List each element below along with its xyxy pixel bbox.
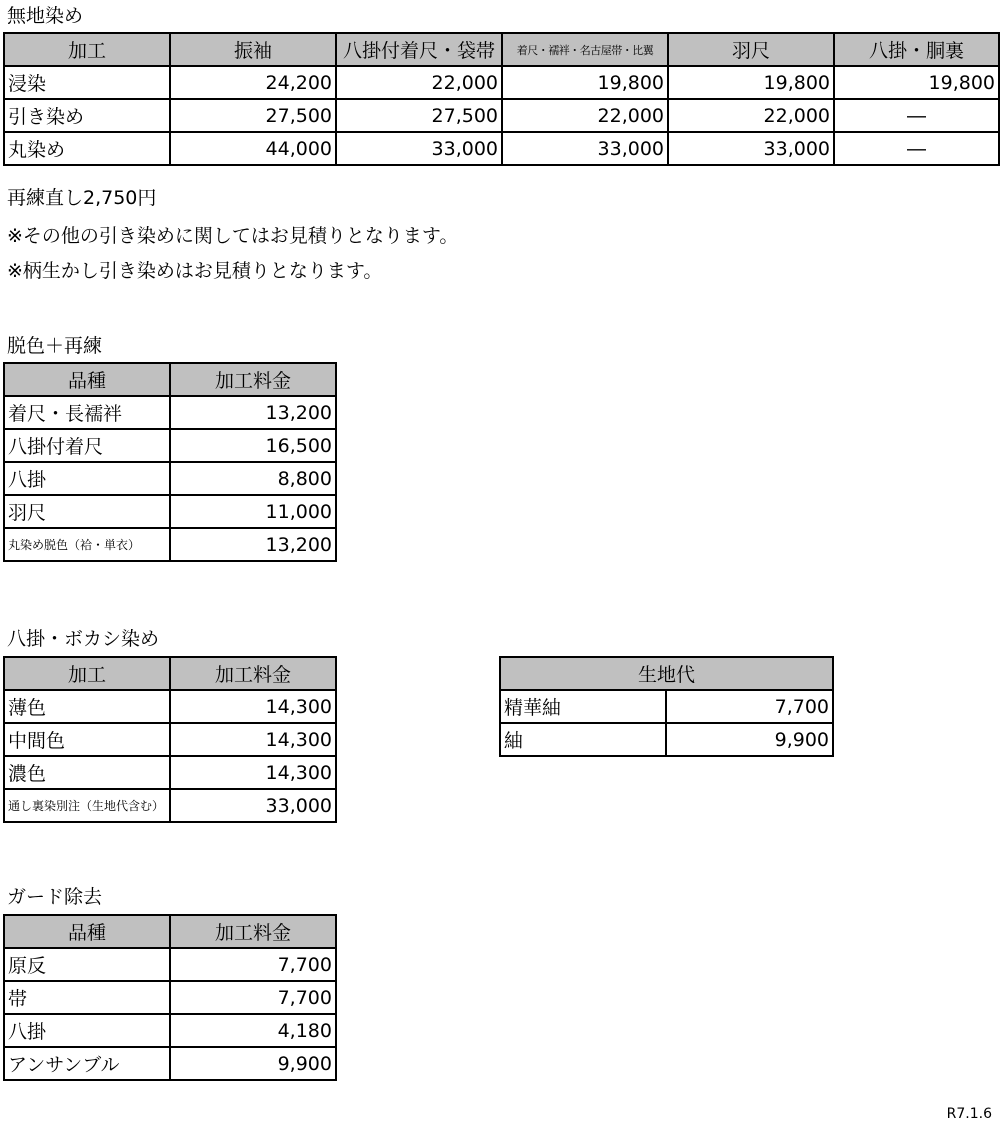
row-label: 丸染め (4, 132, 170, 165)
row-label: 精華紬 (500, 690, 666, 723)
decolor-table (3, 362, 337, 562)
price-cell: 7,700 (170, 948, 336, 981)
row-label: 紬 (500, 723, 666, 756)
row-label: 羽尺 (4, 495, 170, 528)
table-header-row (4, 33, 999, 66)
revision-date: R7.1.6 (946, 1106, 992, 1122)
price-cell: 22,000 (502, 99, 668, 132)
column-header: 生地代 (500, 657, 833, 690)
table-row (4, 723, 336, 756)
table-row (4, 1047, 336, 1080)
price-cell: 9,900 (170, 1047, 336, 1080)
table-row (500, 723, 833, 756)
table-row (4, 396, 336, 429)
note-rescouring: 再練直し2,750円 (7, 187, 157, 209)
table-row (4, 528, 336, 561)
table-row (4, 132, 999, 165)
row-label: 引き染め (4, 99, 170, 132)
price-cell: 16,500 (170, 429, 336, 462)
column-header: 品種 (4, 363, 170, 396)
price-cell: 33,000 (336, 132, 502, 165)
table-header-row (500, 657, 833, 690)
row-label: 浸染 (4, 66, 170, 99)
price-cell: 27,500 (170, 99, 336, 132)
row-label: 丸染め脱色（袷・単衣） (4, 528, 170, 561)
table-row (4, 1014, 336, 1047)
column-header: 羽尺 (668, 33, 834, 66)
plain-dye-table (3, 32, 1000, 166)
price-cell: 33,000 (668, 132, 834, 165)
price-cell: 7,700 (170, 981, 336, 1014)
column-header: 品種 (4, 915, 170, 948)
row-label: 八掛 (4, 1014, 170, 1047)
row-label: 八掛 (4, 462, 170, 495)
table-row (4, 495, 336, 528)
not-applicable-cell: ― (834, 99, 999, 132)
table-row (4, 66, 999, 99)
price-cell: 7,700 (666, 690, 833, 723)
not-applicable-cell: ― (834, 132, 999, 165)
price-cell: 11,000 (170, 495, 336, 528)
row-label: 着尺・長襦袢 (4, 396, 170, 429)
column-header: 八掛・胴裏 (834, 33, 999, 66)
table-header-row (4, 363, 336, 396)
price-cell: 14,300 (170, 690, 336, 723)
price-cell: 33,000 (502, 132, 668, 165)
price-cell: 9,900 (666, 723, 833, 756)
row-label: 帯 (4, 981, 170, 1014)
price-cell: 27,500 (336, 99, 502, 132)
row-label: 原反 (4, 948, 170, 981)
price-cell: 13,200 (170, 396, 336, 429)
price-cell: 8,800 (170, 462, 336, 495)
row-label: 通し裏染別注（生地代含む） (4, 789, 170, 822)
table-header-row (4, 915, 336, 948)
price-cell: 22,000 (336, 66, 502, 99)
table-row (4, 462, 336, 495)
price-cell: 22,000 (668, 99, 834, 132)
table-row (4, 99, 999, 132)
price-cell: 14,300 (170, 723, 336, 756)
price-cell: 33,000 (170, 789, 336, 822)
column-header: 加工料金 (170, 363, 336, 396)
section-title-bokashi: 八掛・ボカシ染め (7, 628, 160, 650)
table-row (4, 948, 336, 981)
section-title-decolor: 脱色＋再練 (7, 335, 103, 357)
column-header: 八掛付着尺・袋帯 (336, 33, 502, 66)
section-title-guard-removal: ガード除去 (7, 886, 103, 908)
section-title-plain-dye: 無地染め (7, 5, 84, 27)
note-pattern-estimate: ※柄生かし引き染めはお見積りとなります。 (7, 260, 383, 282)
row-label: アンサンブル (4, 1047, 170, 1080)
fabric-cost-table (499, 656, 834, 757)
price-cell: 19,800 (502, 66, 668, 99)
row-label: 薄色 (4, 690, 170, 723)
table-header-row (4, 657, 336, 690)
guard-removal-table (3, 914, 337, 1081)
price-cell: 24,200 (170, 66, 336, 99)
column-header: 加工 (4, 33, 170, 66)
price-cell: 13,200 (170, 528, 336, 561)
column-header: 着尺・襦袢・名古屋帯・比翼 (502, 33, 668, 66)
price-cell: 4,180 (170, 1014, 336, 1047)
price-cell: 14,300 (170, 756, 336, 789)
row-label: 八掛付着尺 (4, 429, 170, 462)
column-header: 加工料金 (170, 915, 336, 948)
table-row (500, 690, 833, 723)
row-label: 濃色 (4, 756, 170, 789)
table-row (4, 756, 336, 789)
price-cell: 44,000 (170, 132, 336, 165)
bokashi-table (3, 656, 337, 823)
row-label: 中間色 (4, 723, 170, 756)
table-row (4, 789, 336, 822)
column-header: 振袖 (170, 33, 336, 66)
table-row (4, 690, 336, 723)
column-header: 加工料金 (170, 657, 336, 690)
note-other-estimate: ※その他の引き染めに関してはお見積りとなります。 (7, 225, 459, 247)
price-cell: 19,800 (834, 66, 999, 99)
price-cell: 19,800 (668, 66, 834, 99)
table-row (4, 429, 336, 462)
table-row (4, 981, 336, 1014)
column-header: 加工 (4, 657, 170, 690)
